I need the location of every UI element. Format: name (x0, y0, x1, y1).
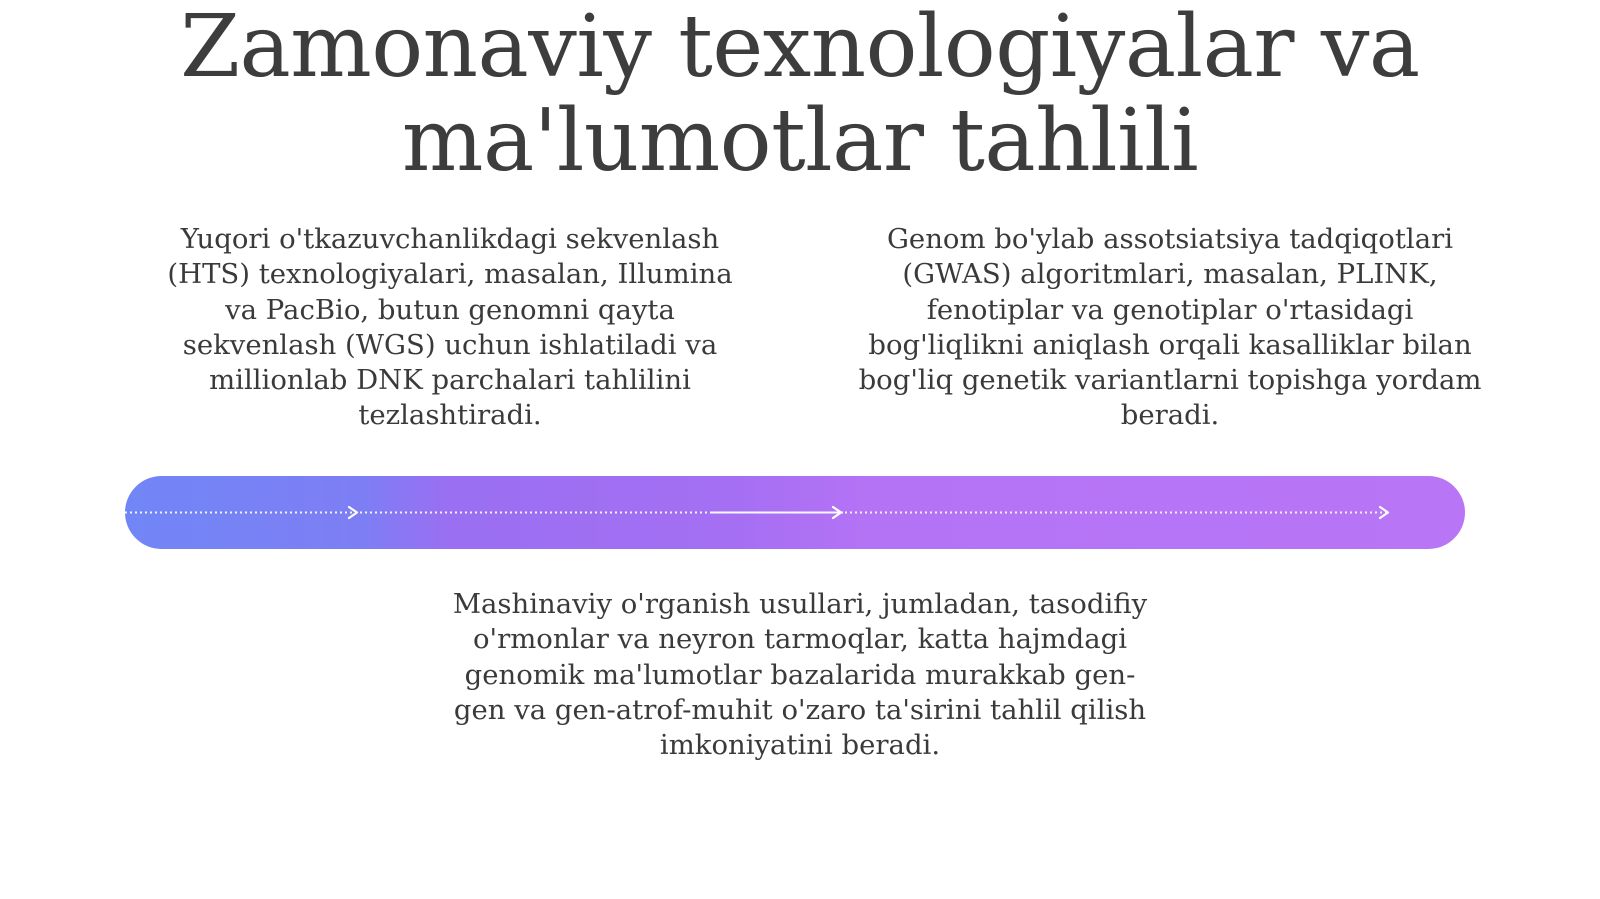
timeline-arrows (125, 476, 1465, 549)
page-title: Zamonaviy texnologiyalar va ma'lumotlar tahlili (180, 0, 1420, 191)
timeline-bar (125, 476, 1465, 549)
text-block-hts: Yuqori o'tkazuvchanlikdagi sekvenlash (HTS) texnologiyalari, masalan, Illumina va PacBio, butun genomni qayta sekvenlash (WGS) uchun ishlatiladi va millionlab DNK parchalari tahlilini tezlashtiradi. (167, 223, 733, 432)
text-block-gwas: Genom bo'ylab assotsiatsiya tadqiqotlari (GWAS) algoritmlari, masalan, PLINK, fenotiplar va genotiplar o'rtasidagi bog'liqlikni aniqlash orqali kasalliklar bilan bog'liq genetik variantlarni topishga yordam beradi. (858, 223, 1482, 432)
text-block-ml: Mashinaviy o'rganish usullari, jumladan, tasodifiy o'rmonlar va neyron tarmoqlar, katta hajmdagi genomik ma'lumotlar bazalarida murakkab gen-gen va gen-atrof-muhit o'zaro ta'sirini tahlil qilish imkoniyatini beradi. (452, 588, 1148, 762)
